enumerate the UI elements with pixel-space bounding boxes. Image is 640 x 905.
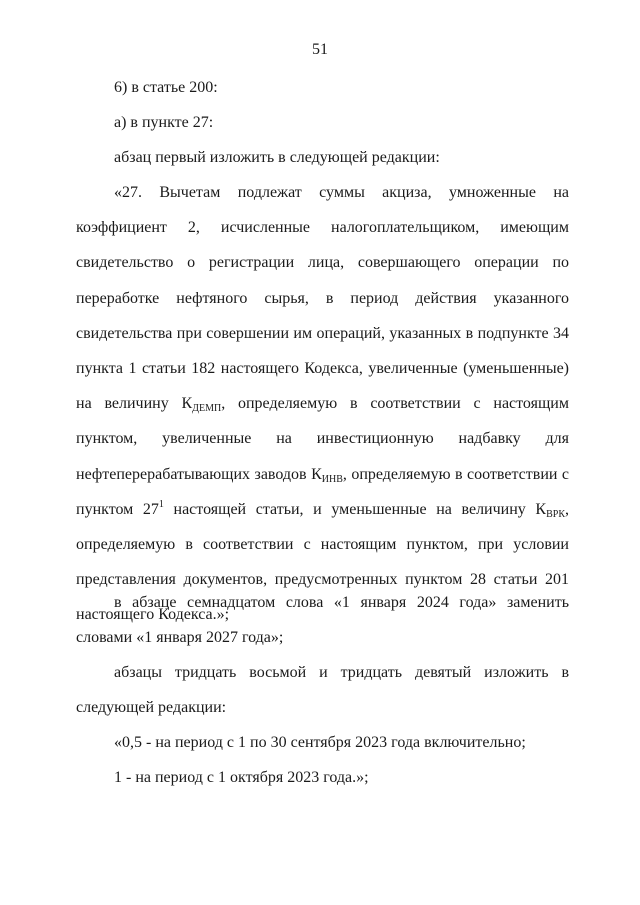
- text-segment: «27. Вычетам подлежат суммы акциза, умноженные на коэффициент 2, исчисленные налогоплательщиком, имеющим свидетельство о регистрации лица, совершающего операции по переработке нефтяного сырья, в период действия указанного свидетельства при совершении им операций, указанных в подпункте 34 пункта 1 статьи 182 настоящего Кодекса, увеличенные (уменьшенные) на величину К: [76, 184, 569, 413]
- text-segment: , определяемую в соответствии с пунктом 27: [76, 465, 570, 518]
- paragraph-coefficient-1: 1 - на период с 1 октября 2023 года.»;: [114, 769, 369, 786]
- text-segment: , определяемую в соответствии с настоящим пунктом, увеличенные на инвестиционную надбавку для нефтеперерабатывающих заводов К: [76, 395, 569, 483]
- paragraph-point-27: а) в пункте 27:: [114, 114, 214, 131]
- paragraph-article-200: 6) в статье 200:: [114, 79, 218, 96]
- paragraph-abzac-17: в абзаце семнадцатом слова «1 января 2024 года» заменить словами «1 января 2027 года»;: [76, 594, 569, 647]
- text-segment: , определяемую в соответствии с настоящим пунктом, при условии представления документов, предусмотренных пунктом 28 статьи 201 настоящего Кодекса.»;: [76, 500, 569, 624]
- subscript-demp: ДЕМП: [192, 403, 222, 415]
- paragraph-quoted-point-27: [76, 175, 569, 633]
- page-number: 51: [312, 41, 328, 58]
- paragraph-coefficient-0-5: «0,5 - на период с 1 по 30 сентября 2023 года включительно;: [114, 734, 526, 751]
- paragraph-first-abzac: абзац первый изложить в следующей редакции:: [114, 149, 440, 166]
- subscript-vrk: ВРК: [546, 508, 565, 520]
- text-segment: настоящей статьи, и уменьшенные на величину К: [163, 500, 547, 518]
- subscript-inv: ИНВ: [321, 473, 343, 485]
- superscript-1: 1: [158, 498, 164, 510]
- paragraph-abzacs-38-39: абзацы тридцать восьмой и тридцать девятый изложить в следующей редакции:: [76, 664, 569, 717]
